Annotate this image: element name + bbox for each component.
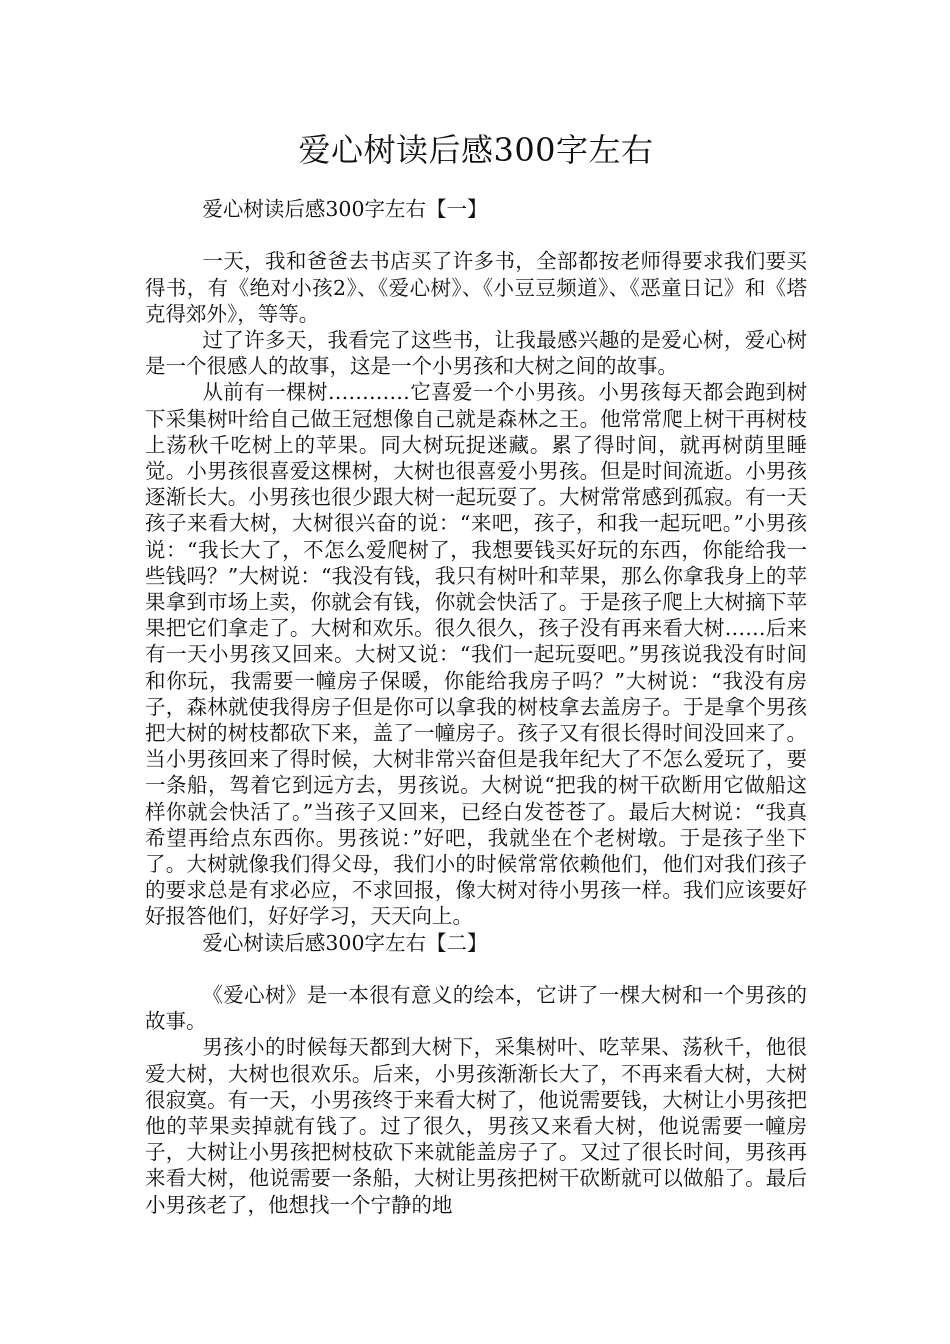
paragraph: 过了许多天，我看完了这些书，让我最感兴趣的是爱心树，爱心树是一个很感人的故事，这是一个小男孩和大树之间的故事。: [145, 328, 807, 379]
paragraph: 从前有一棵树…………它喜爱一个小男孩。小男孩每天都会跑到树下采集树叶给自己做王冠想像自己就是森林之王。他常常爬上树干再树枝上荡秋千吃树上的苹果。同大树玩捉迷藏。累了得时间，就再树荫里睡觉。小男孩很喜爱这棵树，大树也很喜爱小男孩。但是时间流逝。小男孩逐渐长大。小男孩也很少跟大树一起玩耍了。大树常常感到孤寂。有一天孩子来看大树，大树很兴奋的说：“来吧，孩子，和我一起玩吧。”小男孩说：“我长大了，不怎么爱爬树了，我想要钱买好玩的东西，你能给我一些钱吗？”大树说：“我没有钱，我只有树叶和苹果，那么你拿我身上的苹果拿到市场上卖，你就会有钱，你就会快活了。于是孩子爬上大树摘下苹果把它们拿走了。大树和欢乐。很久很久，孩子没有再来看大树……后来有一天小男孩又回来。大树又说：“我们一起玩耍吧。”男孩说我没有时间和你玩，我需要一幢房子保暖，你能给我房子吗？”大树说：“我没有房子，森林就使我得房子但是你可以拿我的树枝拿去盖房子。于是拿个男孩把大树的树枝都砍下来，盖了一幢房子。孩子又有很长得时间没回来了。当小男孩回来了得时候，大树非常兴奋但是我年纪大了不怎么爱玩了，要一条船，驾着它到远方去，男孩说。大树说“把我的树干砍断用它做船这样你就会快活了。”当孩子又回来，已经白发苍苍了。最后大树说：“我真希望再给点东西你。男孩说：”好吧，我就坐在个老树墩。于是孩子坐下了。大树就像我们得父母，我们小的时候常常依赖他们，他们对我们孩子的要求总是有求必应，不求回报，像大树对待小男孩一样。我们应该要好好报答他们，好好学习，天天向上。: [145, 380, 807, 929]
section-heading-2: 爱心树读后感300字左右【二】: [202, 930, 488, 955]
document-body: [145, 196, 807, 1218]
document-page: [145, 0, 807, 1344]
paragraph: 《爱心树》是一本很有意义的绘本，它讲了一棵大树和一个男孩的故事。: [145, 983, 807, 1034]
paragraph: 一天，我和爸爸去书店买了许多书，全部都按老师得要求我们要买得书，有《绝对小孩2》、《爱心树》、《小豆豆频道》、《恶童日记》和《塔克得郊外》，等等。: [145, 249, 807, 326]
document-title: 爱心树读后感300字左右: [298, 131, 654, 169]
section-heading-1: 爱心树读后感300字左右【一】: [202, 197, 488, 221]
paragraph: 男孩小的时候每天都到大树下，采集树叶、吃苹果、荡秋千，他很爱大树，大树也很欢乐。后来，小男孩渐渐长大了，不再来看大树，大树很寂寞。有一天，小男孩终于来看大树了，他说需要钱，大树让小男孩把他的苹果卖掉就有钱了。过了很久，男孩又来看大树，他说需要一幢房子，大树让小男孩把树枝砍下来就能盖房子了。又过了很长时间，男孩再来看大树，他说需要一条船，大树让男孩把树干砍断就可以做船了。最后小男孩老了，他想找一个宁静的地: [145, 1035, 807, 1217]
